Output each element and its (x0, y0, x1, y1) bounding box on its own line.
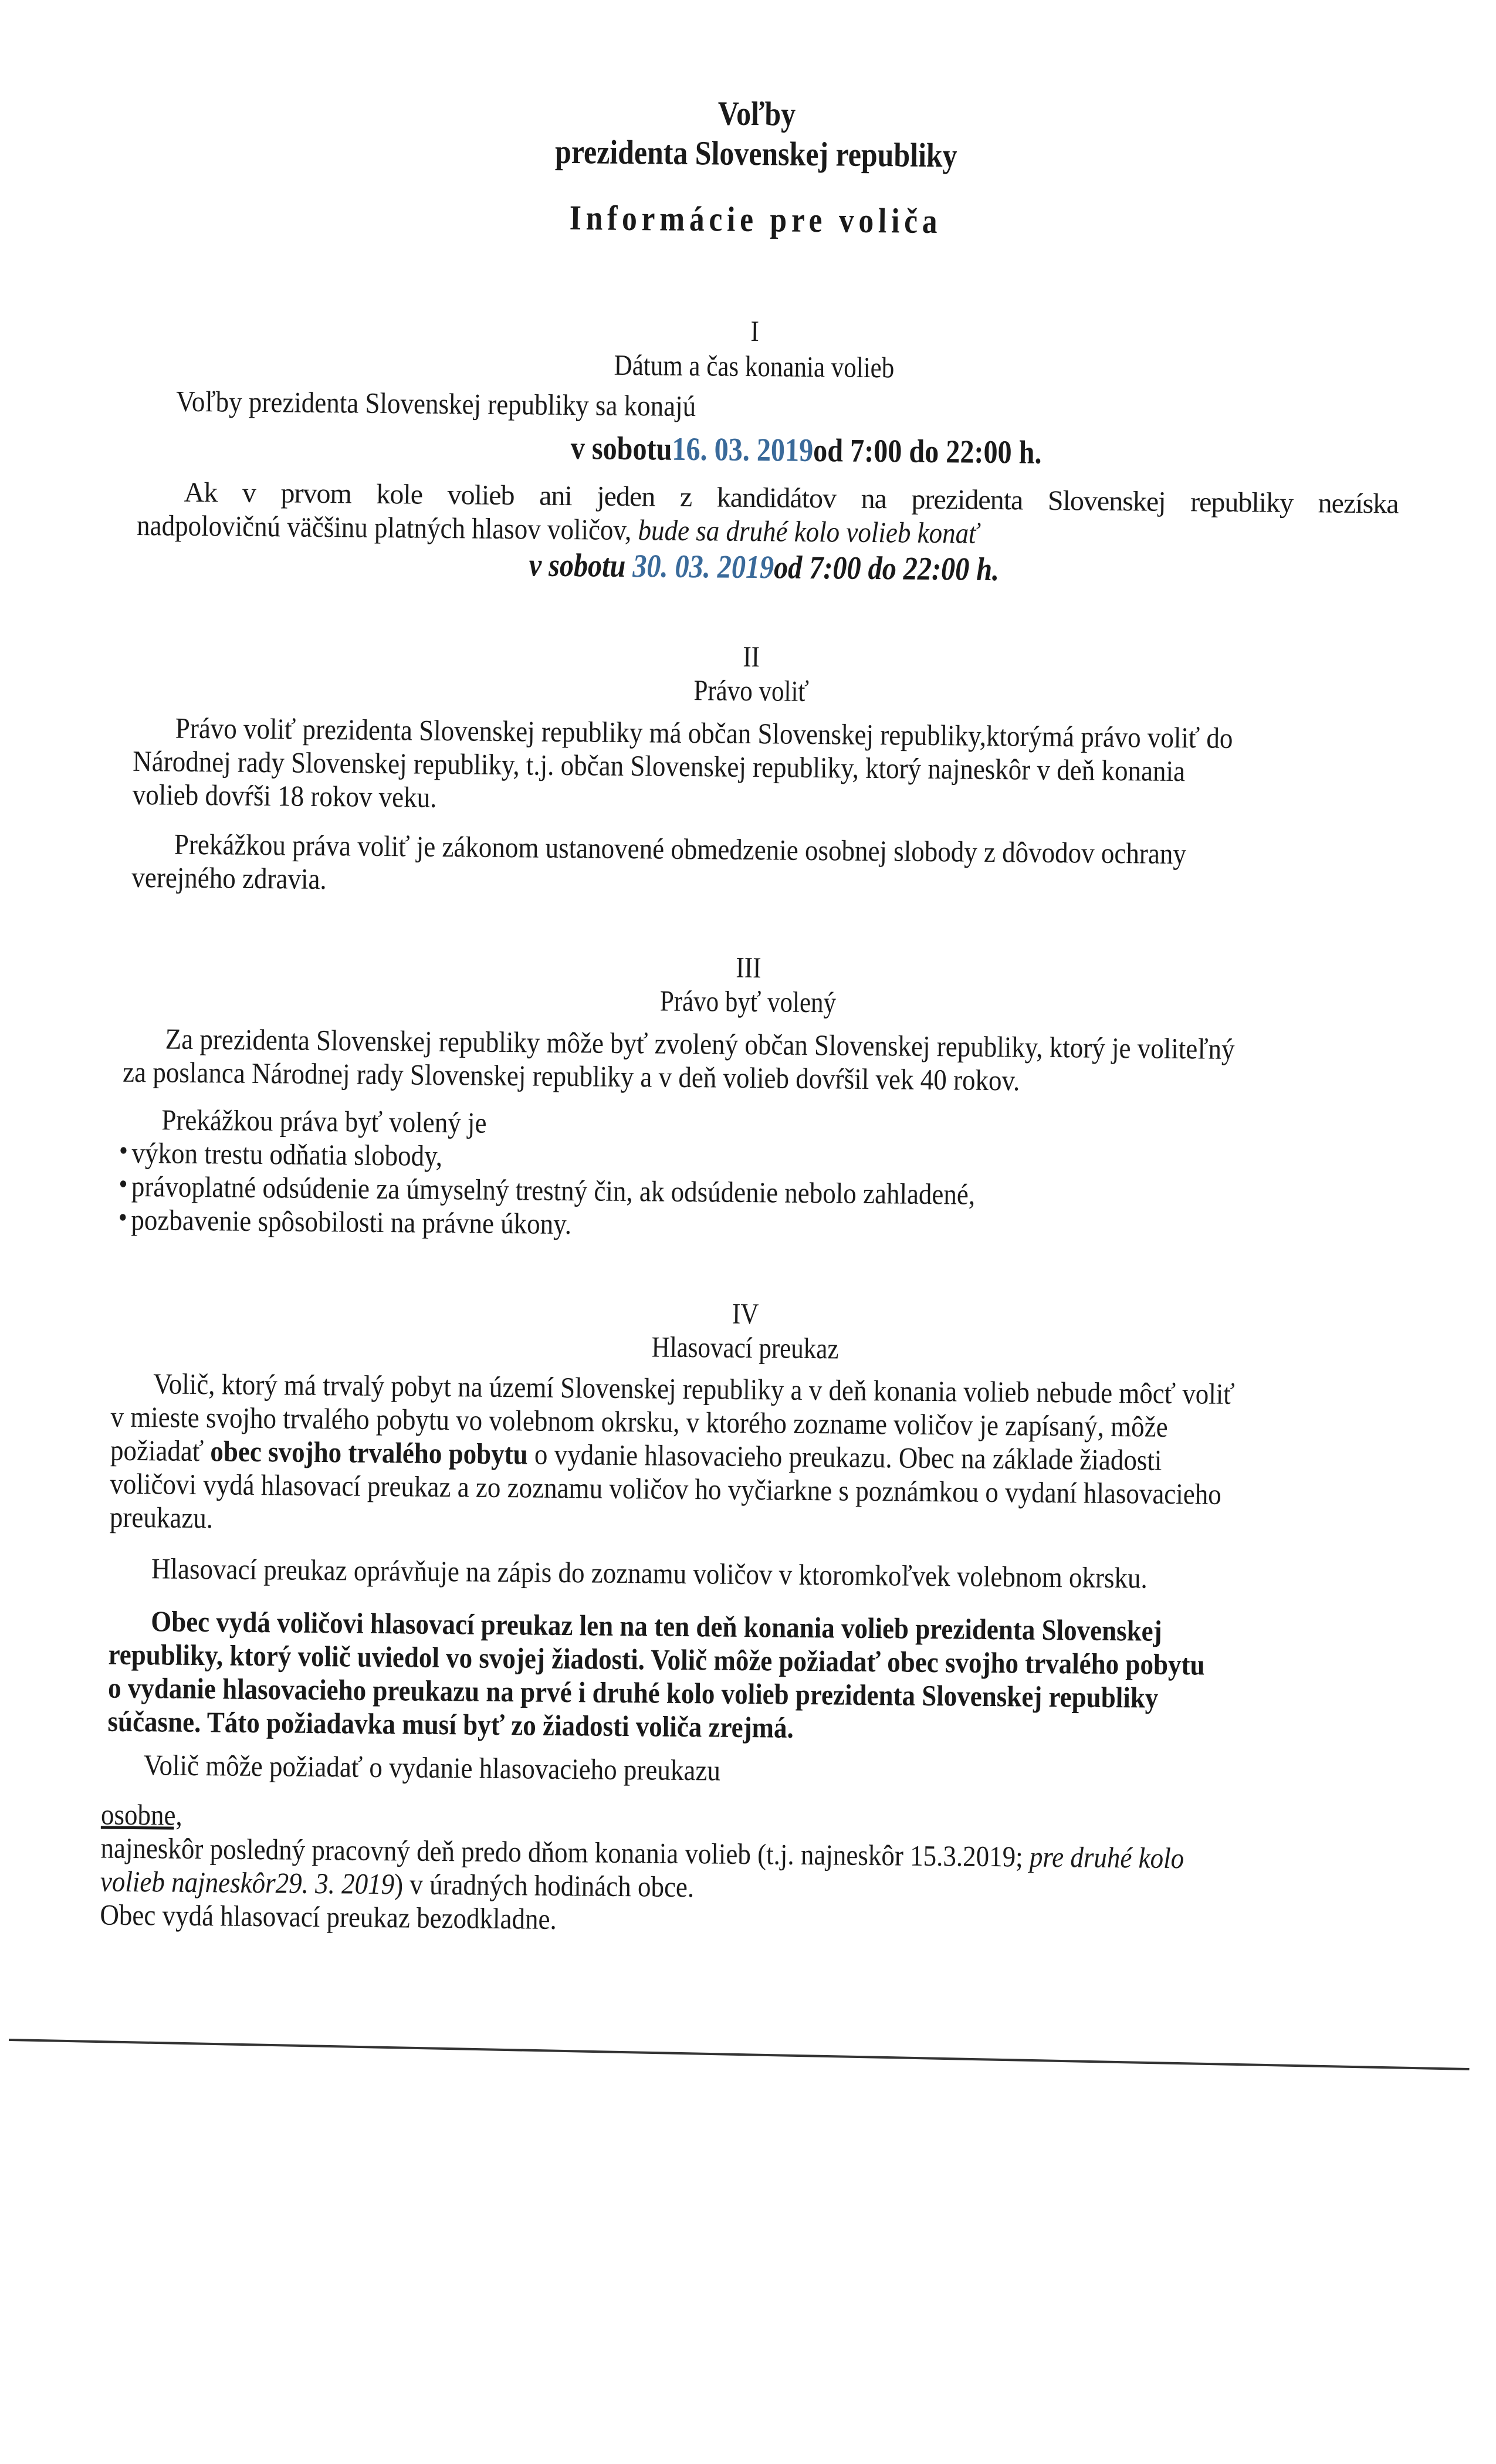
bold-emphasis: obec svojho trvalého pobytu (210, 1434, 528, 1471)
section-4-paragraph-4: Volič môže požiadať o vydanie hlasovacieho preukazu (143, 1748, 721, 1787)
section-3-numeral: III (736, 950, 761, 984)
section-3-heading: Právo byť volený (660, 984, 837, 1019)
title-line-2: prezidenta Slovenskej republiky (555, 132, 958, 175)
obstacle-item: • pozbavenie spôsobilosti na právne úkony. (119, 1203, 1254, 1248)
obstacle-item: • výkon trestu odňatia slobody, (119, 1136, 1254, 1181)
title-line-1: Voľby (717, 94, 796, 133)
round-2-date: 30. 03. 2019 (632, 548, 774, 586)
round-2-time: od 7:00 do 22:00 h. (773, 549, 1000, 588)
round-2-prefix: v sobotu (529, 547, 626, 584)
section-1-heading: Dátum a čas konania volieb (614, 348, 895, 384)
section-3-obstacles: Prekážkou práva byť volený je • výkon trestu odňatia slobody, • právoplatné odsúdenie za úmyselný trestný čin, ak odsúdenie nebolo zahladené, • pozbavenie spôsobilosti na právne úkony. (119, 1103, 1381, 1249)
round-1-date-line (58, 425, 1496, 476)
round-1-date: 16. 03. 2019 (672, 431, 814, 469)
section-2-paragraph-1: Právo voliť prezidenta Slovenskej republiky má občan Slovenskej republiky,ktorýmá právo voliť do Národnej rady Slovenskej republiky, t.j. občan Slovenskej republiky, ktorý najneskôr v deň konania volieb dovŕši 18 rokov veku. (132, 711, 1233, 814)
section-4-numeral: IV (732, 1297, 759, 1331)
section-1-numeral: I (750, 314, 759, 348)
section-3-paragraph-1: Za prezidenta Slovenskej republiky môže byť zvolený občan Slovenskej republiky, ktorý je voliteľný za poslanca Národnej rady Slovenskej republiky a v deň volieb dovŕšil vek 40 rokov. (122, 1022, 1235, 1097)
section-2-paragraph-2: Prekážkou práva voliť je zákonom ustanovené obmedzenie osobnej slobody z dôvodov ochrany verejného zdravia. (131, 827, 1187, 896)
section-4-paragraph-5: osobne, najneskôr posledný pracovný deň predo dňom konania volieb (t.j. najneskôr 15.3.2019; pre druhé kolo volieb najneskôr29. 3. 2019) v úradných hodinách obce. Obec vydá hlasovací preukaz bezodkladne. (100, 1798, 1184, 1935)
request-mode-label: osobne, (100, 1798, 183, 1832)
section-4-paragraph-1: Volič, ktorý má trvalý pobyt na území Slovenskej republiky a v deň konania volieb nebude môcť voliť v mieste svojho trvalého pobytu vo volebnom okrsku, v ktorého zozname voličov je zapísaný, môže požiadať obec svojho trvalého pobytu o vydanie hlasovacieho preukazu. Obec na základe žiadosti voličovi vydá hlasovací preukaz a zo zoznamu voličov ho vyčiarkne s poznámkou o vydaní hlasovacieho preukazu. (109, 1367, 1235, 1535)
obstacle-item: • právoplatné odsúdenie za úmyselný trestný čin, ak odsúdenie nebolo zahladené, (119, 1170, 1254, 1214)
section-4-paragraph-3: Obec vydá voličovi hlasovací preukaz len na ten deň konania volieb prezidenta Slovenskej republiky, ktorý volič uviedol vo svojej žiadosti. Volič môže požiadať obec svojho trvalého pobytu o vydanie hlasovacieho preukazu na prvé i druhé kolo volieb prezidenta Slovenskej republiky súčasne. Táto požiadavka musí byť zo žiadosti voliča zrejmá. (107, 1605, 1205, 1744)
section-1-intro: Voľby prezidenta Slovenskej republiky sa konajú (175, 384, 696, 423)
section-2-numeral: II (743, 639, 760, 673)
section-4-paragraph-2: Hlasovací preukaz oprávňuje na zápis do zoznamu voličov v ktoromkoľvek volebnom okrsku. (151, 1552, 1148, 1595)
section-1-paragraph: Ak v prvom kole volieb ani jeden z kandidátov na prezidenta Slovenskej republiky nezíska nadpolovičnú väčšinu platných hlasov voličov, bude sa druhé kolo volieb konať (136, 476, 1399, 550)
round-1-time: od 7:00 do 22:00 h. (813, 432, 1043, 471)
section-2-heading: Právo voliť (693, 673, 809, 708)
document-subtitle: Informácie pre voliča (569, 198, 942, 241)
round-1-prefix: v sobotu (570, 430, 672, 468)
section-4-heading: Hlasovací preukaz (651, 1330, 839, 1365)
